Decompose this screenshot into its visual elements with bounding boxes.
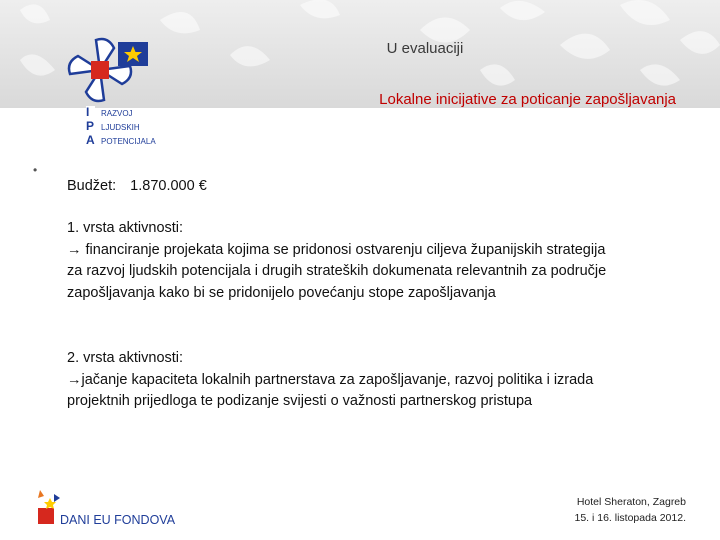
footer-note	[574, 494, 686, 526]
slide-title: U evaluaciji	[386, 40, 464, 57]
footer-logo-text: DANI EU FONDOVA	[60, 513, 176, 527]
footer-logo	[36, 490, 196, 535]
footer-date: 15. i 16. listopada 2012.	[574, 512, 686, 524]
slide-subtitle: Lokalne inicijative za poticanje zapošljavanja	[379, 91, 676, 108]
dani-eu-fondova-logo-icon	[36, 490, 196, 530]
footer-venue: Hotel Sheraton, Zagreb	[576, 496, 686, 508]
activity-1-title: 1. vrsta aktivnosti:	[67, 220, 184, 236]
ipa-letter-a: A	[86, 133, 95, 147]
ipa-letter-i: I	[86, 105, 90, 119]
activity-2-text: →jačanje kapaciteta lokalnih partnerstava za zapošljavanje, razvoj politika i izrada projektnih prijedloga te podizanje svijesti o važnosti partnerskog pristupa	[67, 371, 594, 409]
budget-value: 1.870.000 €	[130, 178, 207, 194]
ipa-line-ljudskih: LJUDSKIH	[101, 123, 140, 132]
budget-line	[67, 178, 207, 194]
activity-2	[67, 348, 607, 413]
pinwheel-logo-icon	[52, 28, 182, 150]
activity-2-title: 2. vrsta aktivnosti:	[67, 350, 184, 366]
ipa-line-potencijala: POTENCIJALA	[101, 137, 156, 146]
activity-1	[67, 218, 607, 304]
ipa-letter-p: P	[86, 119, 95, 133]
budget-label: Budžet:	[67, 178, 117, 194]
bullet-dot: •	[33, 163, 38, 177]
ipa-line-razvoj: RAZVOJ	[101, 109, 133, 118]
activity-1-text: → financiranje projekata kojima se pridonosi ostvarenju ciljeva županijskih strategija za razvoj ljudskih potencijala i drugih strateških dokumenata relevantnih za područje zapošljavanja kako bi se pridonijelo povećanju stope zapošljavanja	[67, 241, 607, 301]
ipa-logo	[52, 28, 182, 155]
